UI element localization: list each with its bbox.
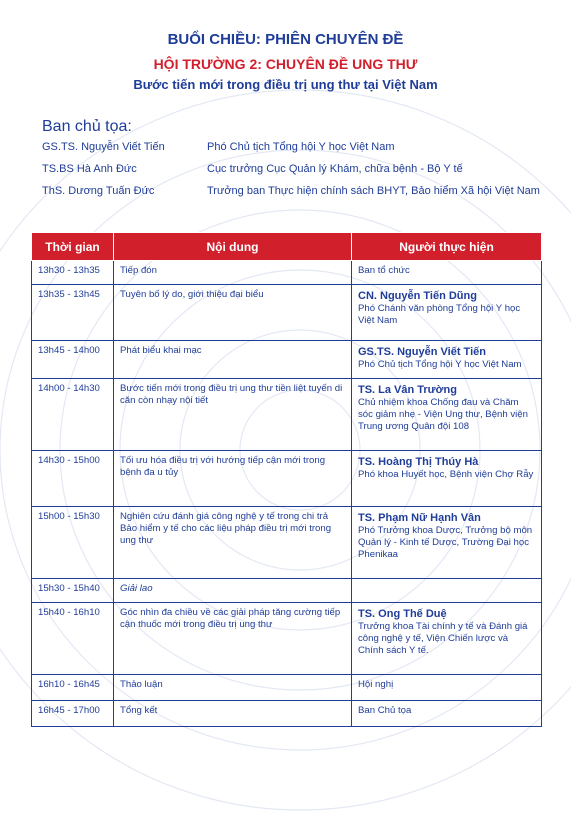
table-row (32, 451, 542, 507)
content-cell: Góc nhìn đa chiều về các giải pháp tăng cường tiếp cận thuốc mới trong điều trị ung thư (114, 603, 352, 675)
chair-name: ThS. Dương Tuấn Đức (42, 185, 155, 197)
presenter-role: Phó khoa Huyết học, Bệnh viện Chợ Rẫy (358, 469, 534, 480)
table-row (32, 603, 542, 675)
content-cell: Phát biểu khai mạc (114, 341, 352, 379)
chair-member (42, 162, 542, 177)
content-cell: Tối ưu hóa điều trị với hướng tiếp cận mới trong bệnh đa u tủy (114, 451, 352, 507)
presenter-role: Ban tổ chức (358, 265, 410, 276)
schedule-table (31, 232, 542, 727)
content-cell: Tuyên bố lý do, giới thiệu đại biểu (114, 285, 352, 341)
presenter-name: TS. Phạm Nữ Hạnh Vân (358, 512, 481, 524)
presenter-name: TS. La Vân Trường (358, 384, 457, 396)
presenter-cell (352, 261, 542, 285)
presenter-cell (352, 341, 542, 379)
presenter-role: Phó Trưởng khoa Dược, Trưởng bộ môn Quản lý - Kinh tế Dược, Trường Đại học Phenikaa (358, 525, 533, 560)
content-cell: Tổng kết (114, 701, 352, 727)
column-header-content: Nội dung (114, 233, 352, 261)
presenter-name: CN. Nguyễn Tiến Dũng (358, 290, 477, 302)
presenter-cell (352, 603, 542, 675)
session-title: BUỔI CHIỀU: PHIÊN CHUYÊN ĐỀ (167, 31, 404, 48)
table-row (32, 341, 542, 379)
time-cell: 15h40 - 16h10 (32, 603, 114, 675)
presenter-cell (352, 701, 542, 727)
table-row (32, 379, 542, 451)
table-row (32, 285, 542, 341)
column-header-presenter: Người thực hiện (352, 233, 542, 261)
time-cell: 13h35 - 13h45 (32, 285, 114, 341)
presenter-role: Ban Chủ tọa (358, 705, 412, 716)
time-cell: 13h30 - 13h35 (32, 261, 114, 285)
table-row (32, 701, 542, 727)
presenter-cell (352, 285, 542, 341)
time-cell: 15h00 - 15h30 (32, 507, 114, 579)
presenter-cell (352, 379, 542, 451)
time-cell: 16h45 - 17h00 (32, 701, 114, 727)
content-cell: Tiếp đón (114, 261, 352, 285)
content-cell: Giải lao (114, 579, 352, 603)
content-cell: Bước tiến mới trong điều trị ung thư tiền liệt tuyến di căn còn nhạy nội tiết (114, 379, 352, 451)
chairs-heading: Ban chủ tọa: (42, 118, 132, 135)
content-cell: Nghiên cứu đánh giá công nghệ y tế trong chi trả Bảo hiểm y tế cho các liệu pháp điều trị mới trong ung thư (114, 507, 352, 579)
presenter-cell (352, 675, 542, 701)
time-cell: 16h10 - 16h45 (32, 675, 114, 701)
chair-member (42, 184, 542, 199)
chair-member (42, 140, 542, 155)
chair-role: Phó Chủ tịch Tổng hội Y học Việt Nam (207, 141, 395, 153)
presenter-role: Trưởng khoa Tài chính y tế và Đánh giá công nghệ y tế, Viện Chiến lược và Chính sách Y tế. (358, 621, 528, 656)
presenter-name: TS. Ong Thế Duệ (358, 608, 447, 620)
table-header-row (32, 233, 542, 261)
presenter-name: GS.TS. Nguyễn Viết Tiến (358, 346, 486, 358)
chair-panel (42, 117, 542, 206)
time-cell: 13h45 - 14h00 (32, 341, 114, 379)
presenter-cell (352, 451, 542, 507)
table-row (32, 579, 542, 603)
table-row (32, 261, 542, 285)
table-row (32, 507, 542, 579)
time-cell: 15h30 - 15h40 (32, 579, 114, 603)
chair-name: GS.TS. Nguyễn Viết Tiến (42, 141, 165, 153)
time-cell: 14h00 - 14h30 (32, 379, 114, 451)
presenter-role: Chủ nhiệm khoa Chống đau và Chăm sóc giảm nhẹ - Viện Ung thư, Bệnh viện Trung ương Quân đội 108 (358, 397, 528, 432)
presenter-role: Phó Chủ tịch Tổng hội Y học Việt Nam (358, 359, 522, 370)
presenter-cell (352, 507, 542, 579)
header (0, 30, 571, 94)
time-cell: 14h30 - 15h00 (32, 451, 114, 507)
chair-role: Trưởng ban Thực hiện chính sách BHYT, Bảo hiểm Xã hội Việt Nam (207, 185, 540, 197)
hall-title: HỘI TRƯỜNG 2: CHUYÊN ĐỀ UNG THƯ (153, 56, 418, 72)
presenter-cell (352, 579, 542, 603)
chair-name: TS.BS Hà Anh Đức (42, 163, 137, 175)
content-cell: Thảo luận (114, 675, 352, 701)
topic-subtitle: Bước tiến mới trong điều trị ung thư tại Việt Nam (133, 77, 438, 92)
presenter-name: TS. Hoàng Thị Thúy Hà (358, 456, 479, 468)
column-header-time: Thời gian (32, 233, 114, 261)
presenter-role: Phó Chánh văn phòng Tổng hội Y học Việt Nam (358, 303, 521, 326)
presenter-role: Hội nghị (358, 679, 394, 690)
chair-role: Cục trưởng Cục Quản lý Khám, chữa bệnh - Bộ Y tế (207, 163, 463, 175)
table-row (32, 675, 542, 701)
